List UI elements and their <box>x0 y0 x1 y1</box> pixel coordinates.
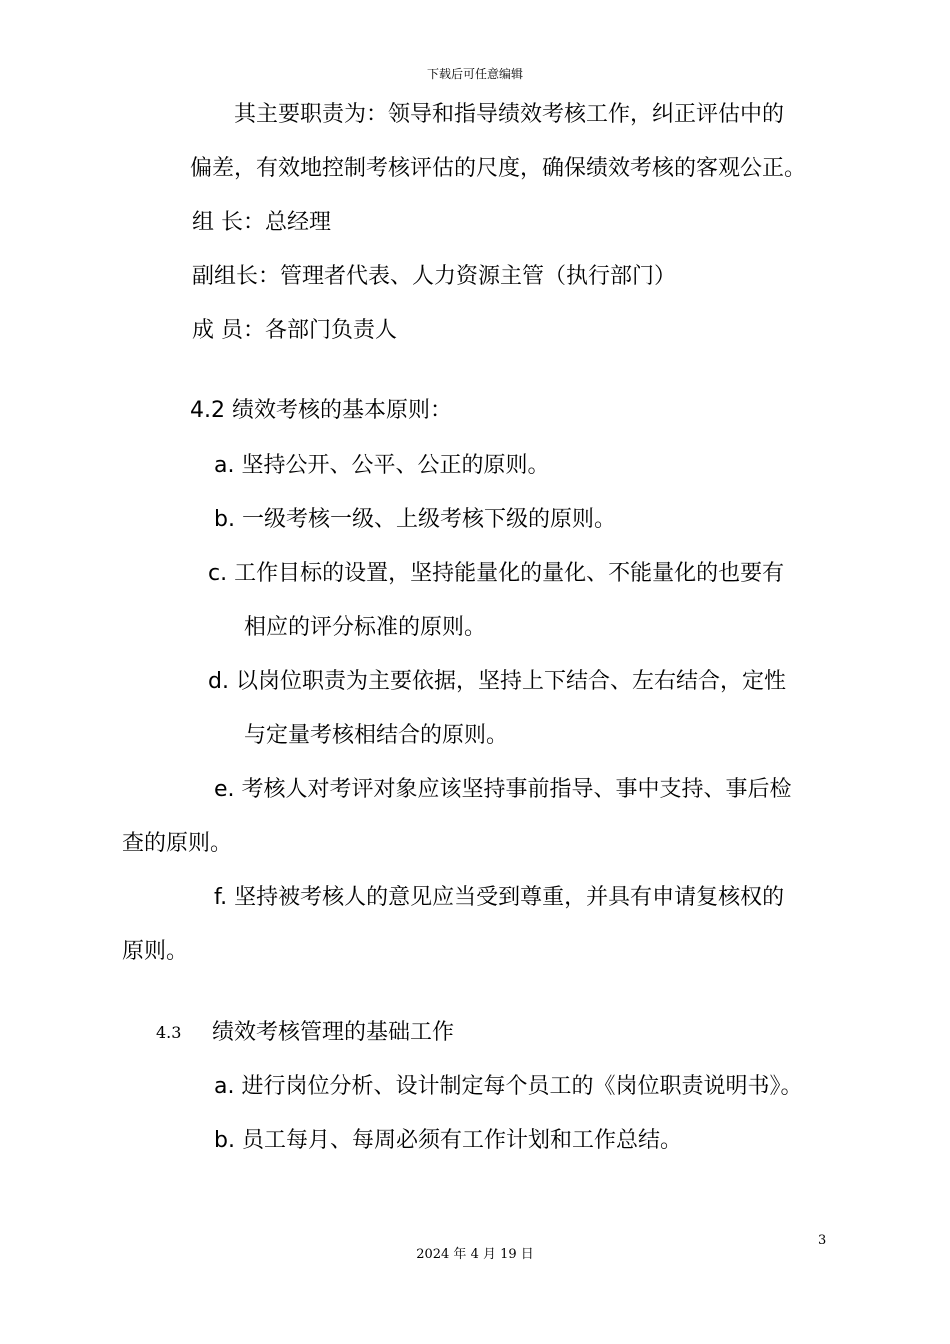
basic-work-b: b. 员工每月、每周必须有工作计划和工作总结。 <box>214 1128 682 1153</box>
principle-d-line-1: d. 以岗位职责为主要依据，坚持上下结合、左右结合，定性 <box>208 669 786 694</box>
section-4-2-heading: 4.2 绩效考核的基本原则： <box>190 398 452 423</box>
page-number: 3 <box>818 1233 827 1248</box>
principle-f-line-1: f. 坚持被考核人的意见应当受到尊重，并具有申请复核权的 <box>214 885 785 910</box>
principle-e-line-2: 查的原则。 <box>122 831 233 856</box>
principle-d-line-2: 与定量考核相结合的原则。 <box>244 723 509 748</box>
basic-work-a: a. 进行岗位分析、设计制定每个员工的《岗位职责说明书》。 <box>214 1074 803 1099</box>
duty-paragraph-line-2: 偏差，有效地控制考核评估的尺度，确保绩效考核的客观公正。 <box>190 156 807 181</box>
members-line: 成 员：各部门负责人 <box>192 318 397 343</box>
principle-b: b. 一级考核一级、上级考核下级的原则。 <box>214 507 616 532</box>
principle-c-line-2: 相应的评分标准的原则。 <box>244 615 487 640</box>
team-leader-line: 组 长：总经理 <box>192 210 331 235</box>
principle-a: a. 坚持公开、公平、公正的原则。 <box>214 453 550 478</box>
deputy-leader-line: 副组长：管理者代表、人力资源主管（执行部门） <box>192 264 677 289</box>
section-4-3-number: 4.3 <box>156 1023 182 1042</box>
principle-e-line-1: e. 考核人对考评对象应该坚持事前指导、事中支持、事后检 <box>214 777 792 802</box>
section-4-3-title: 绩效考核管理的基础工作 <box>212 1020 455 1045</box>
page-header: 下载后可任意编辑 <box>426 67 523 81</box>
page-footer-date: 2024 年 4 月 19 日 <box>416 1247 534 1262</box>
principle-c-line-1: c. 工作目标的设置，坚持能量化的量化、不能量化的也要有 <box>208 561 785 586</box>
duty-paragraph-line-1: 其主要职责为：领导和指导绩效考核工作，纠正评估中的 <box>234 102 785 127</box>
principle-f-line-2: 原则。 <box>122 939 189 964</box>
